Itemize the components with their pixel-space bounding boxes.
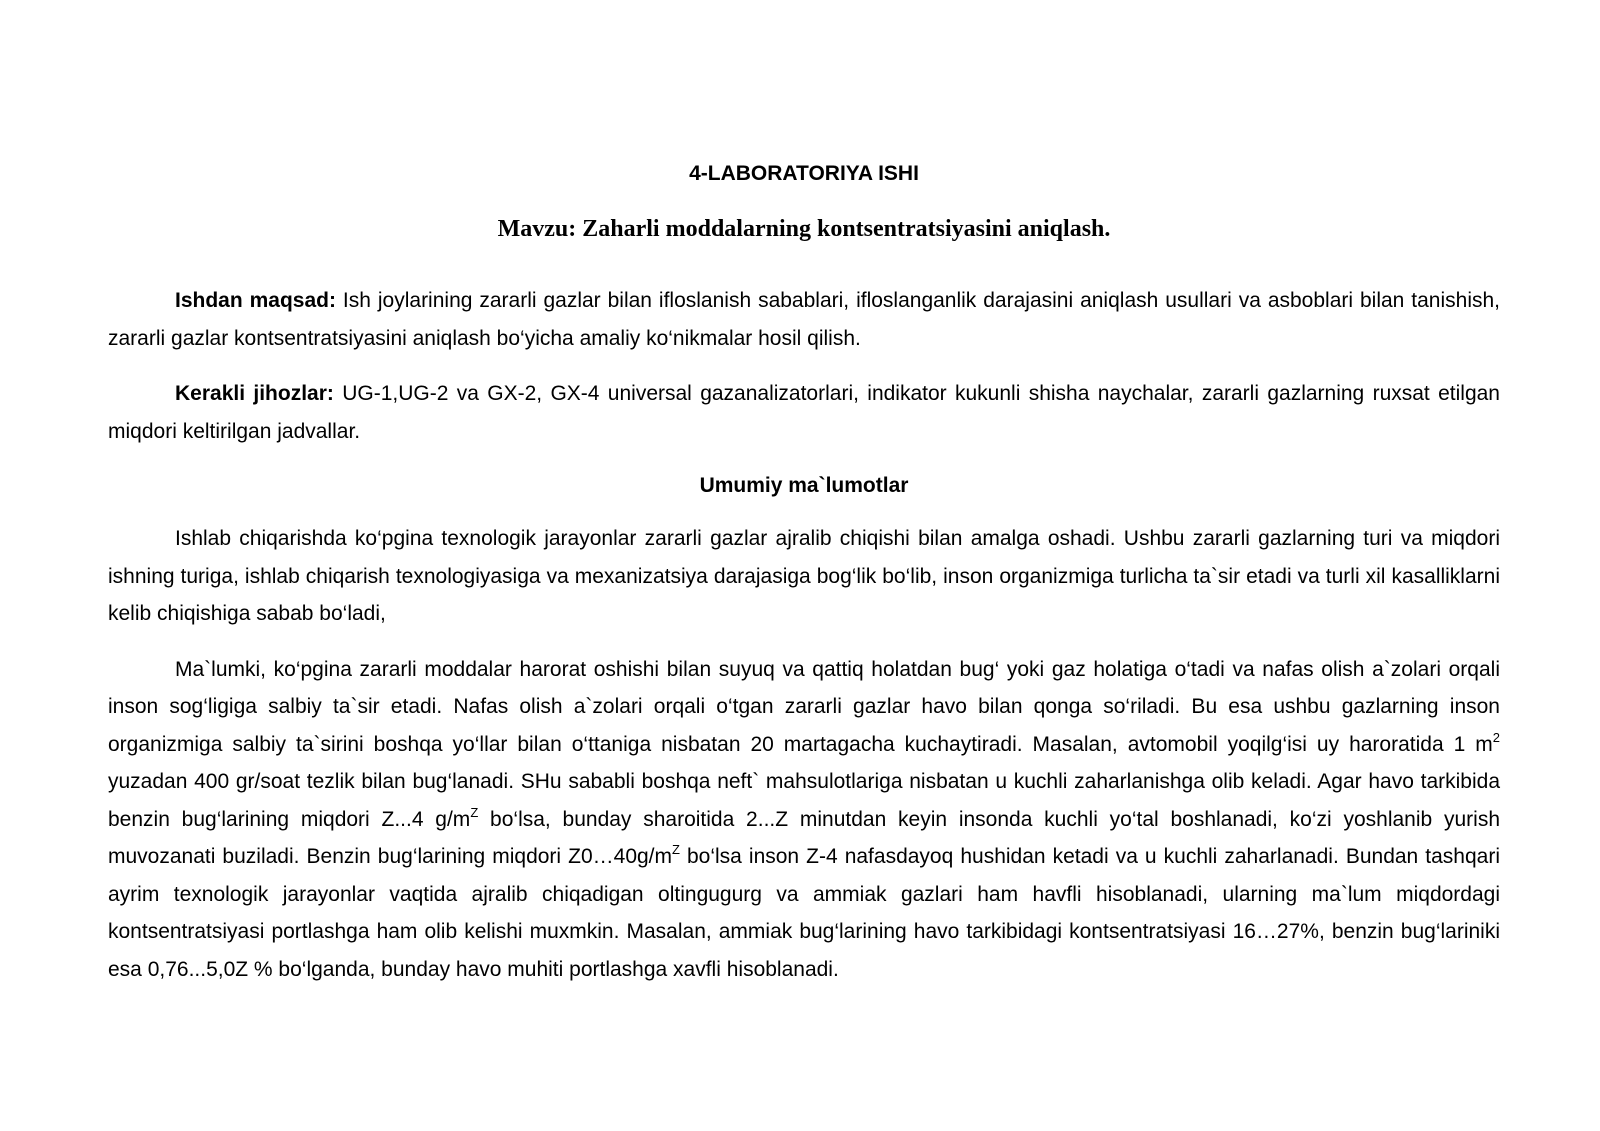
superscript-2: 2	[1492, 729, 1500, 745]
equipment-label: Kerakli jihozlar:	[175, 382, 334, 405]
body-paragraph-2	[108, 651, 1500, 989]
document-page	[108, 160, 1500, 988]
body-paragraph-2-part-3: bo‘lsa, bunday sharoitida 2...Z minutdan keyin insonda kuchli yo‘tal boshlanadi, ko‘zi yoshlanib yurish muvozanati buziladi. Benzin bug‘larining miqdori Z0…40g/m	[108, 807, 1500, 868]
body-paragraph-2-part-1: Ma`lumki, ko‘pgina zararli moddalar harorat oshishi bilan suyuq va qattiq holatdan bug‘ yoki gaz holatiga o‘tadi va nafas olish a`zolari orqali inson sog‘ligiga salbiy ta`sir etadi. Nafas olish a`zolari orqali o‘tgan zararli gazlar havo bilan qonga so‘riladi. Bu esa ushbu gazlarning inson organizmiga salbiy ta`sirini boshqa yo‘llar bilan o‘ttaniga nisbatan 20 martagacha kuchaytiradi. Masalan, avtomobil yoqilg‘isi uy haroratida 1 m	[108, 657, 1500, 756]
body-paragraph-2-part-4: bo‘lsa inson Z-4 nafasdayoq hushidan ketadi va u kuchli zaharlanadi. Bundan tashqari ayrim texnologik jarayonlar vaqtida ajralib chiqadigan oltingugurg va ammiak gazlari ham havfli hisoblanadi, ularning ma`lum miqdordagi kontsentratsiyasi portlashga ham olib kelishi muxmkin. Masalan, ammiak bug‘larining havo tarkibidagi kontsentratsiyasi 16…27%, benzin bug‘lariniki esa 0,76...5,0Z % bo‘lganda, bunday havo muhiti portlashga xavfli hisoblanadi.	[108, 845, 1500, 981]
purpose-label: Ishdan maqsad:	[175, 289, 336, 312]
equipment-text: UG-1,UG-2 va GX-2, GX-4 universal gazanalizatorlari, indikator kukunli shisha naychalar, zararli gazlarning ruxsat etilgan miqdori keltirilgan jadvallar.	[108, 382, 1500, 443]
equipment-paragraph	[108, 375, 1500, 450]
superscript-z-1: Z	[470, 804, 479, 820]
body-paragraph-2-part-2: yuzadan 400 gr/soat tezlik bilan bug‘lanadi. SHu sababli boshqa neft` mahsulotlariga nisbatan u kuchli zaharlanishga olib keladi. Agar havo tarkibida benzin bug‘larining miqdori Z...4 g/m	[108, 770, 1500, 831]
body-paragraph-1: Ishlab chiqarishda ko‘pgina texnologik jarayonlar zararli gazlar ajralib chiqishi bilan amalga oshadi. Ushbu zararli gazlarning turi va miqdori ishning turiga, ishlab chiqarish texnologiyasiga va mexanizatsiya darajasiga bog‘lik bo‘lib, inson organizmiga turlicha ta`sir etadi va turli xil kasalliklarni kelib chiqishiga sabab bo‘ladi,	[108, 527, 1500, 625]
purpose-text: Ish joylarining zararli gazlar bilan ifloslanish sabablari, ifloslanganlik darajasini aniqlash usullari va asboblari bilan tanishish, zararli gazlar kontsentratsiyasini aniqlash bo‘yicha amaliy ko‘nikmalar hosil qilish.	[108, 289, 1501, 350]
topic-heading: Mavzu: Zaharli moddalarning kontsentratsiyasini aniqlash.	[497, 216, 1111, 242]
superscript-z-2: Z	[672, 842, 680, 857]
purpose-paragraph	[108, 282, 1500, 357]
section-title: Umumiy ma`lumotlar	[699, 474, 909, 497]
lab-title: 4-LABORATORIYA ISHI	[689, 162, 919, 185]
